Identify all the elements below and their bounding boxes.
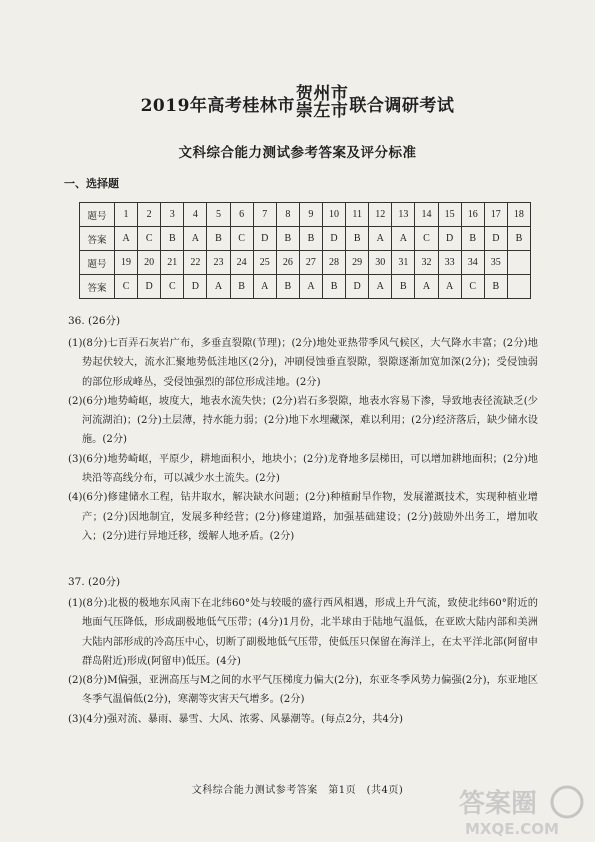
answer-table-cell: 24	[230, 251, 253, 275]
answer-table-cell: 20	[138, 251, 161, 275]
answer-table-cell: C	[461, 275, 484, 299]
title-city-stack	[296, 86, 349, 120]
title-city-top: 贺州市	[295, 84, 349, 104]
answer-table-cell: 4	[184, 203, 207, 227]
answer-table-row-label: 答案	[80, 227, 115, 251]
answer-table-cell: 23	[207, 251, 230, 275]
answer-table-row	[80, 227, 531, 251]
answer-table-cell: B	[322, 275, 345, 299]
answer-table-cell: 25	[253, 251, 276, 275]
answer-table-cell: A	[299, 275, 322, 299]
answer-table-cell: A	[253, 275, 276, 299]
answer-table-cell: B	[207, 227, 230, 251]
page-footer: 文科综合能力测试参考答案 第1页 (共4页)	[191, 785, 404, 796]
exam-subtitle: 文科综合能力测试参考答案及评分标准	[178, 145, 417, 161]
answer-table-cell: C	[161, 275, 184, 299]
q37-answer-2: (2)(8分)M偏强，亚洲高压与M之间的水平气压梯度力偏大(2分)，东亚冬季风势力偏强(2分)，东亚地区冬季气温偏低(2分)，寒潮等灾害天气增多。(2分)	[68, 675, 538, 706]
answer-table-cell: A	[392, 227, 415, 251]
answer-table-row	[80, 275, 531, 299]
answer-table-cell: 6	[230, 203, 253, 227]
answer-table-cell	[507, 275, 530, 299]
question-36-body	[68, 334, 538, 546]
answer-table-row	[80, 203, 531, 227]
answer-table-cell: B	[161, 227, 184, 251]
answer-table-cell: D	[346, 275, 369, 299]
answer-table-cell: C	[138, 227, 161, 251]
answer-table-cell: D	[322, 227, 345, 251]
answer-table-cell: 1	[115, 203, 138, 227]
answer-table-cell: 7	[253, 203, 276, 227]
watermark-site: MXQE.COM	[465, 820, 559, 838]
watermark-brand: 答案圈	[459, 789, 538, 819]
answer-table-cell: 16	[461, 203, 484, 227]
answer-table-cell: 5	[207, 203, 230, 227]
answer-table-cell: B	[230, 275, 253, 299]
question-37-heading: 37. (20分)	[68, 576, 121, 588]
answer-table-cell: 27	[299, 251, 322, 275]
answer-table-cell: 17	[484, 203, 507, 227]
question-36-heading: 36. (26分)	[68, 315, 121, 327]
answer-table	[79, 202, 531, 299]
q37-answer-1: (1)(8分)北极的极地东风南下在北纬60°处与较暖的盛行西风相遇，形成上升气流，致使北纬60°附近的地面气压降低，形成副极地低气压带；(4分)1月份，北半球由于陆地气温低，在亚欧大陆内部和美洲大陆内部形成的冷高压中心，切断了副极地低气压带，使低压只保留在海洋上，在太平洋北部(阿留申群岛附近)形成(阿留申)低压。(4分)	[68, 598, 538, 667]
answer-table-cell: A	[438, 275, 461, 299]
answer-table-cell: D	[184, 275, 207, 299]
answer-table-cell: B	[299, 227, 322, 251]
answer-table-cell: B	[461, 227, 484, 251]
answer-table-cell: 28	[322, 251, 345, 275]
answer-table-row	[80, 251, 531, 275]
answer-table-cell: 9	[299, 203, 322, 227]
title-left: 2019年高考桂林市	[140, 95, 295, 116]
answer-table-row-label: 题号	[80, 203, 115, 227]
answer-table-cell: 10	[322, 203, 345, 227]
watermark-logo	[455, 778, 585, 838]
answer-table-cell: 21	[161, 251, 184, 275]
answer-table-cell: 13	[392, 203, 415, 227]
answer-table-cell: 11	[346, 203, 369, 227]
answer-table-cell: A	[369, 275, 392, 299]
answer-table-cell: 35	[484, 251, 507, 275]
title-right: 联合调研考试	[349, 95, 455, 116]
answer-table-cell: B	[346, 227, 369, 251]
answer-table-cell: A	[184, 227, 207, 251]
answer-table-cell: 26	[276, 251, 299, 275]
answer-table-cell: A	[415, 275, 438, 299]
answer-table-cell	[507, 251, 530, 275]
answer-table-cell: 8	[276, 203, 299, 227]
answer-table-cell: D	[253, 227, 276, 251]
answer-table-cell: C	[415, 227, 438, 251]
answer-table-cell: 12	[369, 203, 392, 227]
exam-title	[0, 86, 595, 120]
answer-table-cell: 32	[415, 251, 438, 275]
answer-table-cell: A	[369, 227, 392, 251]
answer-table-cell: 3	[161, 203, 184, 227]
answer-table-cell: B	[276, 275, 299, 299]
answer-table-cell: 33	[438, 251, 461, 275]
watermark-circle-icon	[552, 787, 582, 817]
answer-table-cell: D	[138, 275, 161, 299]
q36-answer-3: (3)(6分)地势崎岖，平原少，耕地面积小，地块小；(2分)龙脊地多层梯田，可以增加耕地面积；(2分)地块沿等高线分布，可以减少水土流失。(2分)	[68, 453, 538, 485]
answer-table-cell: 2	[138, 203, 161, 227]
q36-answer-4: (4)(6分)修建储水工程，钻井取水，解决缺水问题；(2分)种植耐旱作物，发展灌溉技术，实现种植业增产；(2分)因地制宜，发展多种经营；(2分)修建道路，加强基础建设；(2分)鼓励外出务工，增加收入；(2分)进行异地迁移，缓解人地矛盾。(2分)	[68, 492, 538, 542]
answer-table-cell: 34	[461, 251, 484, 275]
answer-table-cell: A	[207, 275, 230, 299]
answer-table-cell: 30	[369, 251, 392, 275]
answer-table-row-label: 答案	[80, 275, 115, 299]
answer-table-cell: A	[115, 227, 138, 251]
answer-table-cell: 31	[392, 251, 415, 275]
answer-table-cell: D	[438, 227, 461, 251]
section-heading-choice: 一、选择题	[64, 177, 119, 190]
q36-answer-1: (1)(8分)七百弄石灰岩广布，多垂直裂隙(节理)；(2分)地处亚热带季风气候区，大气降水丰富；(2分)地势起伏较大，流水汇聚地势低洼地区(2分)，冲刷侵蚀垂直裂隙，裂隙逐渐加宽加深(2分)；受侵蚀弱的部位形成峰丛，受侵蚀强烈的部位形成洼地。(2分)	[68, 338, 538, 388]
answer-table-cell: 15	[438, 203, 461, 227]
answer-table-row-label: 题号	[80, 251, 115, 275]
answer-table-cell: D	[484, 227, 507, 251]
answer-table-cell: 18	[507, 203, 530, 227]
answer-table-cell: 22	[184, 251, 207, 275]
q37-answer-3: (3)(4分)强对流、暴雨、暴雪、大风、浓雾、风暴潮等。(每点2分，共4分)	[68, 713, 404, 725]
answer-table-cell: B	[392, 275, 415, 299]
question-37-body	[68, 594, 538, 729]
answer-table-cell: B	[276, 227, 299, 251]
answer-table-cell: 14	[415, 203, 438, 227]
title-city-bottom: 崇左市	[295, 101, 349, 121]
answer-table-cell: 19	[115, 251, 138, 275]
q36-answer-2: (2)(6分)地势崎岖，坡度大，地表水流失快；(2分)岩石多裂隙，地表水容易下渗，导致地表径流缺乏(少河流湖泊)；(2分)土层薄，持水能力弱；(2分)地下水埋藏深，难以利用；(2分)经济落后，缺少储水设施。(2分)	[68, 395, 538, 446]
answer-table-cell: 29	[346, 251, 369, 275]
answer-table-cell: B	[507, 227, 530, 251]
answer-table-cell: C	[230, 227, 253, 251]
answer-table-cell: B	[484, 275, 507, 299]
answer-table-cell: C	[115, 275, 138, 299]
